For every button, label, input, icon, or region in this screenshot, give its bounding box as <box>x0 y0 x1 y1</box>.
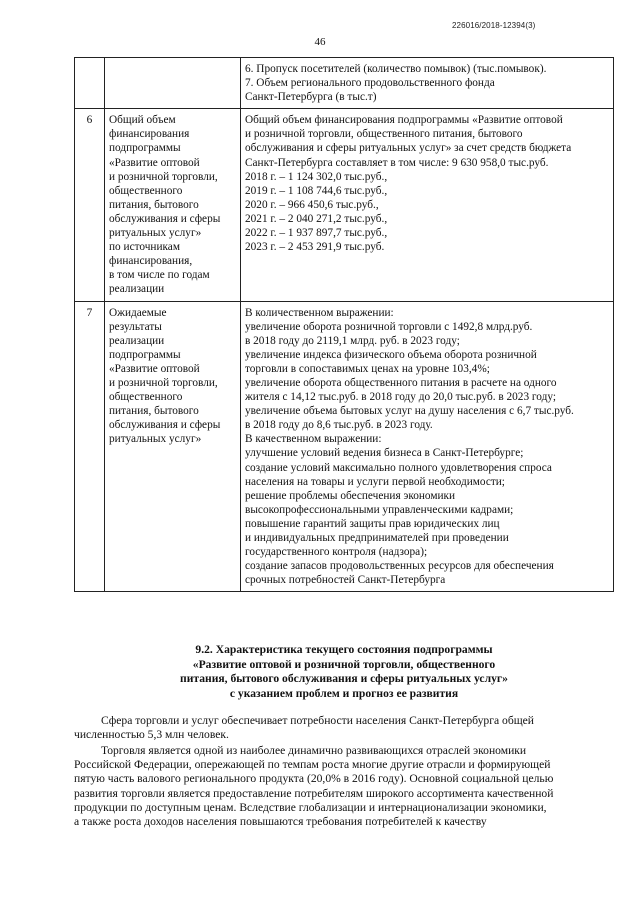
text-line: в 2018 году до 2119,1 млрд. руб. в 2023 году; <box>245 334 460 347</box>
row-text-cell <box>241 301 614 592</box>
section-heading <box>74 643 614 701</box>
name-line: и розничной торговли, <box>109 170 218 183</box>
paragraph-line: Российской Федерации, опережающей по темпам роста многие другие отрасли и формирующей <box>74 758 551 772</box>
text-line: увеличение объема бытовых услуг на душу населения с 6,7 тыс.руб. <box>245 405 574 418</box>
heading-line: «Развитие оптовой и розничной торговли, общественного <box>192 657 496 671</box>
text-line: срочных потребностей Санкт-Петербурга <box>245 574 446 587</box>
name-line: ритуальных услуг» <box>109 227 202 240</box>
name-line: подпрограммы <box>109 348 181 361</box>
text-line: 2019 г. – 1 108 744,6 тыс.руб., <box>245 184 388 197</box>
paragraph-2 <box>74 744 614 829</box>
text-line: Санкт-Петербурга составляет в том числе: 9 630 958,0 тыс.руб. <box>245 156 549 169</box>
name-line: реализации <box>109 283 165 296</box>
row-text-cell <box>241 109 614 301</box>
text-line: и индивидуальных предпринимателей при проведении <box>245 532 509 544</box>
page-number: 46 <box>314 36 326 48</box>
text-line: 2020 г. – 966 450,6 тыс.руб., <box>245 198 379 211</box>
subprogram-passport-table <box>74 57 614 592</box>
row-name-cell <box>105 301 241 592</box>
text-line: решение проблемы обеспечения экономики <box>245 489 456 502</box>
text-line: повышение гарантий защиты прав юридических лиц <box>245 517 500 530</box>
row-text-cell <box>241 58 614 109</box>
table-row-continued <box>75 58 614 109</box>
text-line: 7. Объем регионального продовольственного фонда <box>245 77 495 90</box>
heading-line: с указанием проблем и прогноз ее развития <box>229 686 459 700</box>
text-line: 2022 г. – 1 937 897,7 тыс.руб., <box>245 227 388 240</box>
name-line: реализации <box>109 334 165 347</box>
name-line: обслуживания и сферы <box>109 212 221 225</box>
table-row-6 <box>75 109 614 301</box>
text-line: обслуживания и сферы ритуальных услуг» за счет средств бюджета <box>245 142 572 155</box>
row-number-cell: 7 <box>75 301 105 592</box>
text-line: и розничной торговли, общественного питания, бытового <box>245 128 523 141</box>
text-line: 2021 г. – 2 040 271,2 тыс.руб., <box>245 212 388 225</box>
name-line: обслуживания и сферы <box>109 419 221 432</box>
paragraph-line: пятую часть валового регионального продукта (20,0% в 2016 году). Основной социальной целью <box>74 772 554 786</box>
text-line: государственного контроля (надзора); <box>245 546 428 559</box>
paragraph-line: численностью 5,3 млн человек. <box>74 728 229 742</box>
name-line: подпрограммы <box>109 142 181 155</box>
text-line: населения на товары и услуги первой необходимости; <box>245 475 505 488</box>
name-line: финансирования <box>109 128 190 141</box>
table-row-7 <box>75 301 614 592</box>
text-line: 2018 г. – 1 124 302,0 тыс.руб., <box>245 170 388 183</box>
text-line: 2023 г. – 2 453 291,9 тыс.руб. <box>245 241 385 254</box>
text-line: улучшение условий ведения бизнеса в Санкт-Петербурге; <box>245 447 524 460</box>
document-id: 226016/2018-12394(3) <box>452 21 536 30</box>
name-line: Ожидаемые <box>109 306 167 319</box>
name-line: финансирования, <box>109 255 193 268</box>
heading-line: 9.2. Характеристика текущего состояния подпрограммы <box>195 643 493 656</box>
text-line: высокопрофессиональными управленческими кадрами; <box>245 503 514 516</box>
text-line: создание условий максимально полного удовлетворения спроса <box>245 461 552 474</box>
row-number-cell <box>75 58 105 109</box>
paragraph-line: продукции по доступным ценам. Вследствие глобализации и интернационализации экономики, <box>74 800 547 814</box>
text-line: Санкт-Петербурга (в тыс.т) <box>245 91 377 104</box>
text-line: жителя с 14,12 тыс.руб. в 2018 году до 20,0 тыс.руб. в 2023 году; <box>245 391 556 404</box>
name-line: в том числе по годам <box>109 269 210 282</box>
name-line: результаты <box>109 320 162 333</box>
name-line: общественного <box>109 184 183 197</box>
paragraph-line: развития торговли является предоставление потребителям широкого ассортимента качественной <box>74 786 554 800</box>
name-line: «Развитие оптовой <box>109 156 200 169</box>
heading-line: питания, бытового обслуживания и сферы ритуальных услуг» <box>180 672 508 685</box>
paragraph-line: Торговля является одной из наиболее динамично развивающихся отраслей экономики <box>101 744 527 757</box>
row-name-cell <box>105 58 241 109</box>
text-line: торговли в сопоставимых ценах на уровне 103,4%; <box>245 362 490 375</box>
text-line: В количественном выражении: <box>245 306 394 319</box>
row-name-cell <box>105 109 241 301</box>
name-line: питания, бытового <box>109 405 199 418</box>
name-line: «Развитие оптовой <box>109 362 200 375</box>
name-line: ритуальных услуг» <box>109 433 202 446</box>
name-line: общественного <box>109 391 183 404</box>
text-line: Общий объем финансирования подпрограммы «Развитие оптовой <box>245 114 563 127</box>
text-line: в 2018 году до 8,6 тыс.руб. в 2023 году. <box>245 419 433 432</box>
text-line: увеличение оборота розничной торговли с 1492,8 млрд.руб. <box>245 320 533 333</box>
text-line: увеличение индекса физического объема оборота розничной <box>245 348 537 361</box>
text-line: увеличение оборота общественного питания в расчете на одного <box>245 376 557 389</box>
paragraph-line: Сфера торговли и услуг обеспечивает потребности населения Санкт-Петербурга общей <box>101 714 534 727</box>
name-line: питания, бытового <box>109 198 199 211</box>
name-line: и розничной торговли, <box>109 376 218 389</box>
name-line: Общий объем <box>109 114 176 127</box>
paragraph-line: а также роста доходов населения повышаются требования потребителей к качеству <box>74 815 487 829</box>
name-line: по источникам <box>109 241 180 254</box>
row-number-cell: 6 <box>75 109 105 301</box>
paragraph-1 <box>74 714 614 742</box>
text-line: В качественном выражении: <box>245 433 382 446</box>
text-line: создание запасов продовольственных ресурсов для обеспечения <box>245 560 554 573</box>
text-line: 6. Пропуск посетителей (количество помывок) (тыс.помывок). <box>245 63 547 75</box>
